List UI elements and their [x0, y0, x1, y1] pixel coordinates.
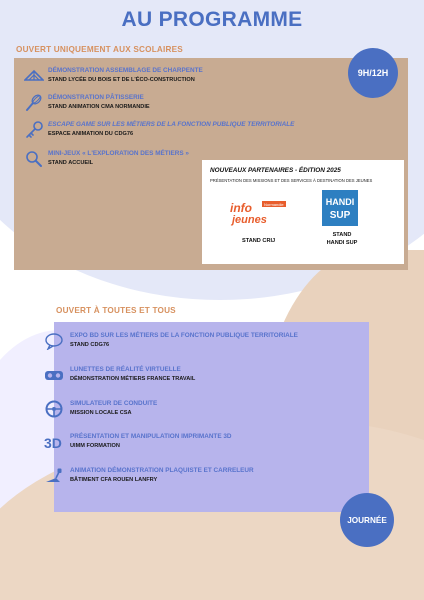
partner-handisup-line2: HANDI SUP [326, 239, 358, 246]
stand-name: DÉMONSTRATION MÉTIERS FRANCE TRAVAIL [70, 376, 196, 382]
whisk-icon [24, 94, 44, 112]
activity-label: EXPO BD SUR LES MÉTIERS DE LA FONCTION PUBLIQUE TERRITORIALE [70, 332, 298, 339]
trowel-icon [44, 467, 64, 485]
activity-label: DÉMONSTRATION PÂTISSERIE [48, 94, 144, 101]
activity-label: ANIMATION DÉMONSTRATION PLAQUISTE ET CARRELEUR [70, 467, 254, 474]
partner-handisup-line1: STAND [332, 232, 352, 238]
activity-label: MINI-JEUX « L'EXPLORATION DES MÉTIERS » [48, 150, 189, 157]
hours-badge: 9H/12H [348, 48, 398, 98]
activity-label: PRÉSENTATION ET MANIPULATION IMPRIMANTE 3D [70, 433, 232, 440]
partners-subtitle: PRÉSENTATION DES MISSIONS ET DES SERVICES À DESTINATION DES JEUNES [210, 178, 373, 183]
magnifier-icon [24, 150, 44, 168]
svg-text:SUP: SUP [329, 210, 351, 221]
stand-name: UIMM FORMATION [70, 443, 120, 449]
section-title-scolaires: OUVERT UNIQUEMENT AUX SCOLAIRES [16, 45, 183, 54]
roof-truss-icon [24, 67, 44, 85]
page-title: AU PROGRAMME [121, 8, 303, 31]
partner-crij-label: STAND CRIJ [242, 238, 276, 244]
steering-wheel-icon [44, 400, 64, 418]
3d-icon [44, 433, 64, 451]
stand-name: MISSION LOCALE CSA [70, 410, 132, 416]
stand-name: STAND ANIMATION CMA NORMANDIE [48, 104, 150, 110]
svg-text:Normandie: Normandie [264, 202, 284, 207]
activity-label: SIMULATEUR DE CONDUITE [70, 400, 158, 407]
vr-headset-icon [44, 366, 64, 384]
partners-box [202, 160, 404, 264]
panel-tous [44, 322, 369, 512]
stand-name: STAND CDG76 [70, 342, 110, 348]
activity-label: DÉMONSTRATION ASSEMBLAGE DE CHARPENTE [48, 67, 203, 74]
day-badge: JOURNÉE [340, 493, 394, 547]
activity-label: LUNETTES DE RÉALITÉ VIRTUELLE [70, 366, 181, 373]
speech-bubble-icon [44, 332, 64, 350]
info-jeunes-logo [224, 198, 288, 228]
section-title-tous: OUVERT À TOUTES ET TOUS [56, 306, 176, 315]
activity-label: ESCAPE GAME SUR LES MÉTIERS DE LA FONCTION PUBLIQUE TERRITORIALE [48, 121, 295, 128]
svg-text:HANDI: HANDI [325, 197, 355, 207]
svg-text:jeunes: jeunes [232, 214, 267, 226]
stand-name: STAND LYCÉE DU BOIS ET DE L'ÉCO-CONSTRUCTION [48, 77, 195, 83]
svg-text:info: info [230, 201, 252, 215]
stand-name: BÂTIMENT CFA ROUEN LANFRY [70, 477, 158, 483]
partner-handisup-label [322, 232, 362, 248]
key-icon [24, 121, 44, 139]
svg-text:3D: 3D [44, 435, 62, 451]
handi-sup-logo [322, 190, 358, 226]
stand-name: ESPACE ANIMATION DU CDG76 [48, 131, 134, 137]
partners-title: NOUVEAUX PARTENAIRES - ÉDITION 2025 [210, 167, 341, 174]
stand-name: STAND ACCUEIL [48, 160, 94, 166]
